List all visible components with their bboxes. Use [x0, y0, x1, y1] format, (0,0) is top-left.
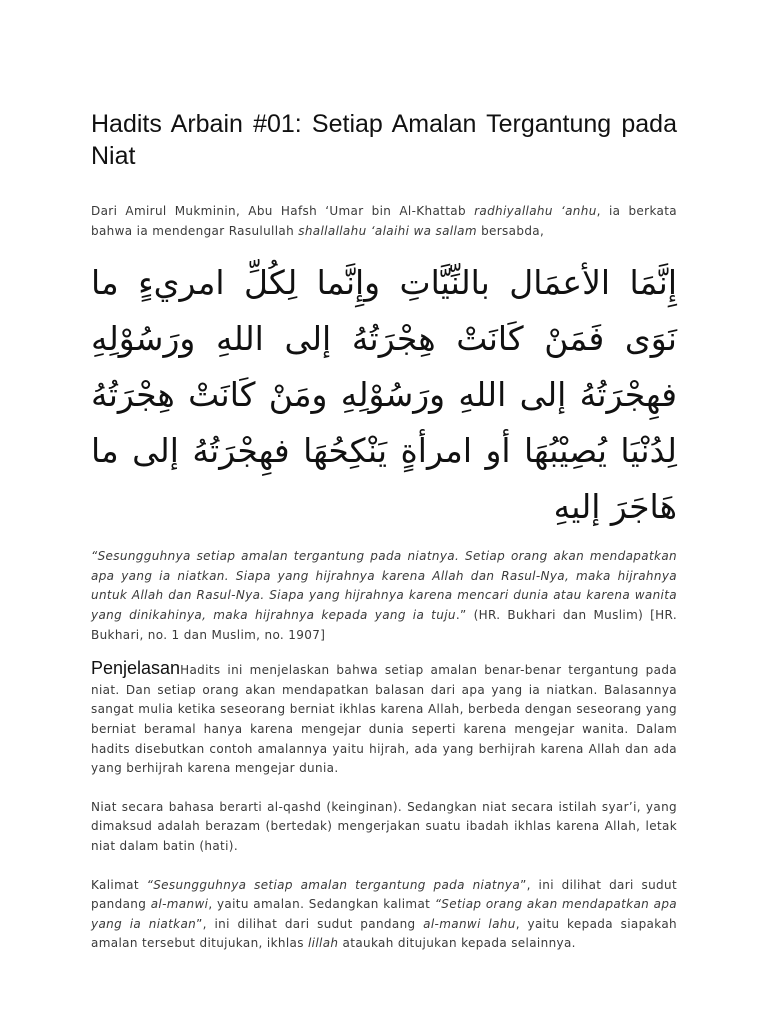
intro-text: bersabda, [476, 223, 545, 238]
article-title: Hadits Arbain #01: Setiap Amalan Tergantung pada Niat [91, 110, 677, 170]
intro-text: , ia berkata bahwa ia mendengar Rasulullah [91, 204, 677, 238]
explanation-paragraph-3 [91, 876, 677, 954]
quoted-phrase: “Sesungguhnya setiap amalan tergantung pada niatnya [146, 877, 521, 892]
translation-source: .” (HR. Bukhari dan Muslim) [HR. Bukhari, no. 1 dan Muslim, no. 1907] [91, 607, 677, 642]
term: lillah [307, 936, 339, 951]
paragraph-text: , yaitu kepada siapakah amalan tersebut ditujukan, ikhlas [91, 916, 677, 951]
paragraph-text: Kalimat [91, 877, 147, 892]
explanation-paragraph-1 [91, 659, 677, 779]
intro-text: Dari Amirul Mukminin, Abu Hafsh ‘Umar bin Al-Khattab [91, 204, 475, 218]
translation-quote: “Sesungguhnya setiap amalan tergantung pada niatnya. Setiap orang akan mendapatkan apa yang ia niatkan. Siapa yang hijrahnya karena Allah dan Rasul-Nya, maka hijrahnya untuk Allah dan Rasul-Nya. Siapa yang hijrahnya karena mencari dunia atau karena wanita yang dinikahinya, maka hijrahnya kepada yang ia tuju [91, 549, 677, 622]
paragraph-text: ”, ini dilihat dari sudut pandang [196, 916, 424, 931]
explanation-heading: Penjelasan [91, 658, 181, 679]
translation-paragraph [91, 547, 677, 645]
quoted-phrase: “Setiap orang akan mendapatkan apa yang ia niatkan [91, 897, 677, 931]
intro-salutation: shallallahu ‘alaihi wa sallam [298, 223, 477, 238]
paragraph-text: , yaitu amalan. Sedangkan kalimat [208, 897, 435, 912]
term: al-manwi lahu [423, 916, 516, 931]
paragraph-text: ataukah ditujukan kepada selainnya. [338, 936, 576, 951]
paragraph-text: ”, ini dilihat dari sudut pandang [91, 877, 677, 912]
term: al-manwi [150, 897, 209, 912]
intro-paragraph [91, 202, 677, 241]
arabic-hadith-text: إِنَّمَا الأعمَال بالنِّيَّاتِ وإِنَّما لِكُلِّ امريءٍ ما نَوَى فَمَنْ كَانَتْ هِجْرَتُهُ إلى اللهِ ورَسُوْلِهِ فهِجْرَتُهُ إلى اللهِ ورَسُوْلِهِ ومَنْ كَانَتْ هِجْرَتُهُ لِدُنْيَا يُصِيْبُهَا أو امرأةٍ يَنْكِحُهَا فهِجْرَتُهُ إلى ما هَاجَرَ إليهِ [91, 263, 677, 527]
intro-honorific: radhiyallahu ‘anhu [474, 204, 597, 218]
explanation-paragraph-2: Niat secara bahasa berarti al-qashd (keinginan). Sedangkan niat secara istilah syar’i, yang dimaksud adalah berazam (bertedak) mengerjakan suatu ibadah ikhlas karena Allah, letak niat dalam batin (hati). [91, 799, 677, 853]
explanation-text: Hadits ini menjelaskan bahwa setiap amalan benar-benar tergantung pada niat. Dan setiap orang akan mendapatkan balasan dari apa yang ia niatkan. Balasannya sangat mulia ketika seseorang berniat ikhlas karena Allah, berbeda dengan seseorang yang berniat beramal hanya karena mengejar dunia seperti karena mengejar wanita. Dalam hadits disebutkan contoh amalannya yaitu hijrah, ada yang berhijrah karena Allah dan ada yang berhijrah karena mengejar dunia. [91, 663, 677, 776]
